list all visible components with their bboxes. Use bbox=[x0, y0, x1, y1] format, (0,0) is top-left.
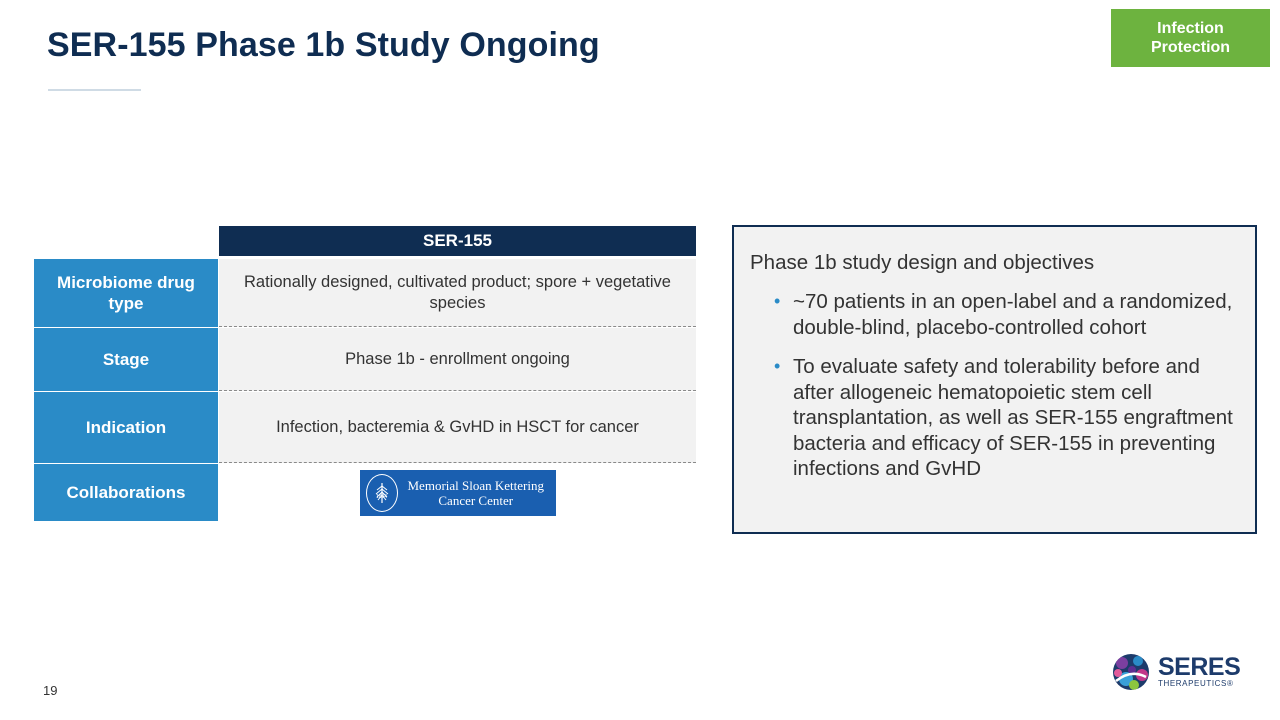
bullet-text: To evaluate safety and tolerability before and after allogeneic hematopoietic stem cell transplantation, as well as SER-155 engraftment bacteria and efficacy of SER-155 in preventing infections and GvHD bbox=[793, 355, 1233, 480]
table-row-stage bbox=[34, 328, 696, 391]
panel-heading: Phase 1b study design and objectives bbox=[750, 251, 1095, 274]
list-item bbox=[750, 354, 1235, 482]
seres-subtitle: THERAPEUTICS® bbox=[1158, 679, 1234, 688]
page-number: 19 bbox=[43, 683, 58, 698]
row-value: Infection, bacteremia & GvHD in HSCT for cancer bbox=[219, 392, 696, 463]
seres-wordmark: SERES bbox=[1158, 653, 1241, 681]
bullet-text: ~70 patients in an open-label and a randomized, double-blind, placebo-controlled cohort bbox=[793, 290, 1233, 339]
row-value bbox=[219, 464, 696, 521]
mskcc-logo bbox=[360, 470, 556, 516]
row-label: Microbiome drug type bbox=[34, 259, 218, 327]
row-value: Phase 1b - enrollment ongoing bbox=[219, 328, 696, 391]
title-underline bbox=[48, 89, 141, 91]
category-tag-line1: Infection bbox=[1157, 20, 1224, 37]
table-row-indication bbox=[34, 392, 696, 463]
objectives-list bbox=[750, 289, 1235, 482]
row-label: Stage bbox=[34, 328, 218, 391]
table-row-collaborations bbox=[34, 464, 696, 521]
row-label: Indication bbox=[34, 392, 218, 463]
bullet-icon: • bbox=[774, 291, 781, 311]
slide-title: SER-155 Phase 1b Study Ongoing bbox=[47, 26, 600, 64]
mskcc-name-line1: Memorial Sloan Kettering bbox=[407, 477, 544, 493]
list-item bbox=[750, 289, 1235, 340]
row-label: Collaborations bbox=[34, 464, 218, 521]
category-tag bbox=[1111, 9, 1270, 67]
mskcc-name-line2: Cancer Center bbox=[438, 492, 514, 508]
table-row-drug-type bbox=[34, 259, 696, 327]
study-design-panel bbox=[732, 225, 1257, 534]
table-header: SER-155 bbox=[219, 226, 696, 256]
seres-logo bbox=[1112, 651, 1240, 693]
bullet-icon: • bbox=[774, 356, 781, 376]
category-tag-line2: Protection bbox=[1150, 39, 1231, 56]
mskcc-emblem-icon bbox=[366, 474, 398, 512]
seres-globe-icon bbox=[1112, 651, 1150, 693]
mskcc-year: 1884 bbox=[375, 493, 388, 500]
row-value: Rationally designed, cultivated product; spore + vegetative species bbox=[219, 259, 696, 327]
